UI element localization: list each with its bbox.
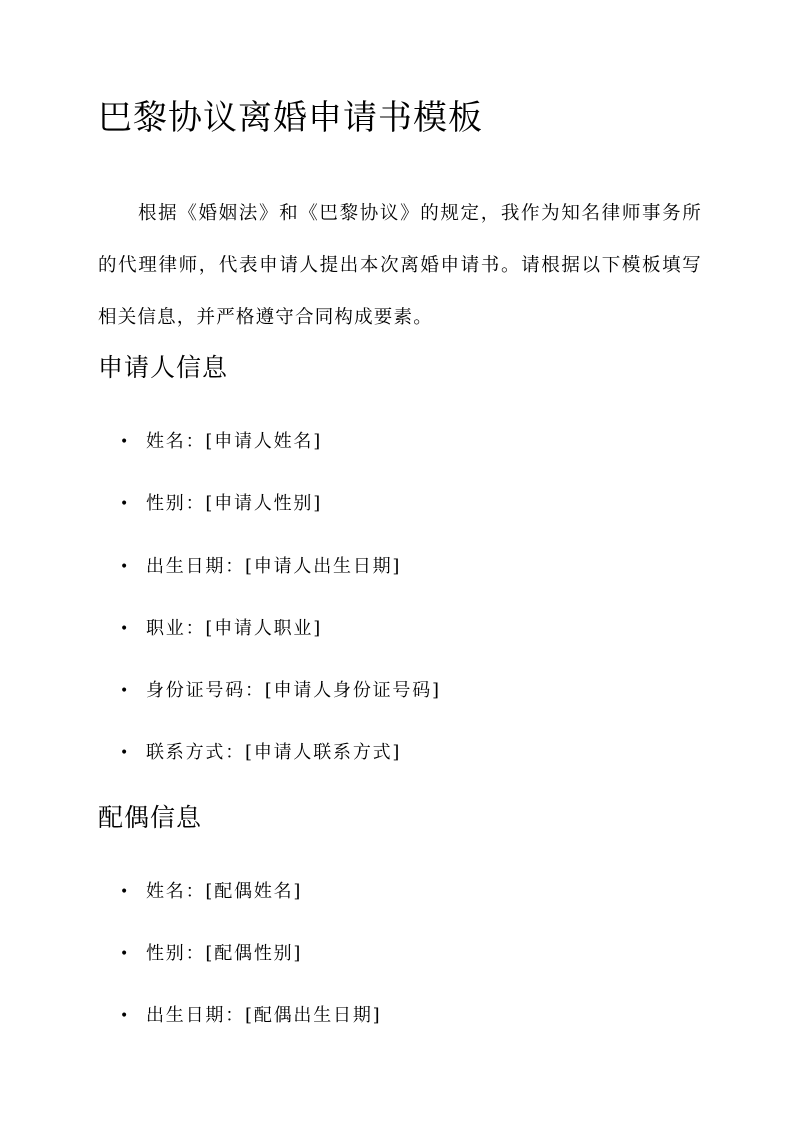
spouse-section-heading: 配偶信息: [98, 803, 203, 832]
document-title: 巴黎协议离婚申请书模板: [98, 98, 483, 138]
list-item: [120, 489, 322, 519]
applicant-birthdate-field: 出生日期：[申请人出生日期]: [146, 556, 402, 577]
list-item: [120, 939, 302, 969]
applicant-section-heading: 申请人信息: [98, 353, 229, 382]
applicant-name-field: 姓名：[申请人姓名]: [146, 431, 323, 452]
bullet-icon: •: [120, 946, 131, 962]
list-item: [120, 877, 302, 907]
spouse-name-field: 姓名：[配偶姓名]: [146, 881, 303, 902]
spouse-gender-field: 性别：[配偶性别]: [146, 943, 303, 964]
applicant-contact-field: 联系方式：[申请人联系方式]: [146, 742, 402, 763]
applicant-gender-field: 性别：[申请人性别]: [146, 493, 323, 514]
bullet-icon: •: [120, 745, 131, 761]
list-item: [120, 676, 441, 706]
list-item: [120, 552, 401, 582]
bullet-icon: •: [120, 621, 131, 637]
list-item: [120, 738, 401, 768]
bullet-icon: •: [120, 496, 131, 512]
applicant-id-number-field: 身份证号码：[申请人身份证号码]: [146, 680, 441, 701]
intro-paragraph: 根据《婚姻法》和《巴黎协议》的规定，我作为知名律师事务所的代理律师，代表申请人提出本次离婚申请书。请根据以下模板填写相关信息，并严格遵守合同构成要素。: [98, 203, 702, 328]
bullet-icon: •: [120, 559, 131, 575]
bullet-icon: •: [120, 683, 131, 699]
list-item: [120, 1001, 381, 1031]
bullet-icon: •: [120, 884, 131, 900]
bullet-icon: •: [120, 1008, 131, 1024]
spouse-birthdate-field: 出生日期：[配偶出生日期]: [146, 1005, 382, 1026]
list-item: [120, 427, 322, 457]
applicant-occupation-field: 职业：[申请人职业]: [146, 618, 323, 639]
bullet-icon: •: [120, 434, 131, 450]
list-item: [120, 614, 322, 644]
